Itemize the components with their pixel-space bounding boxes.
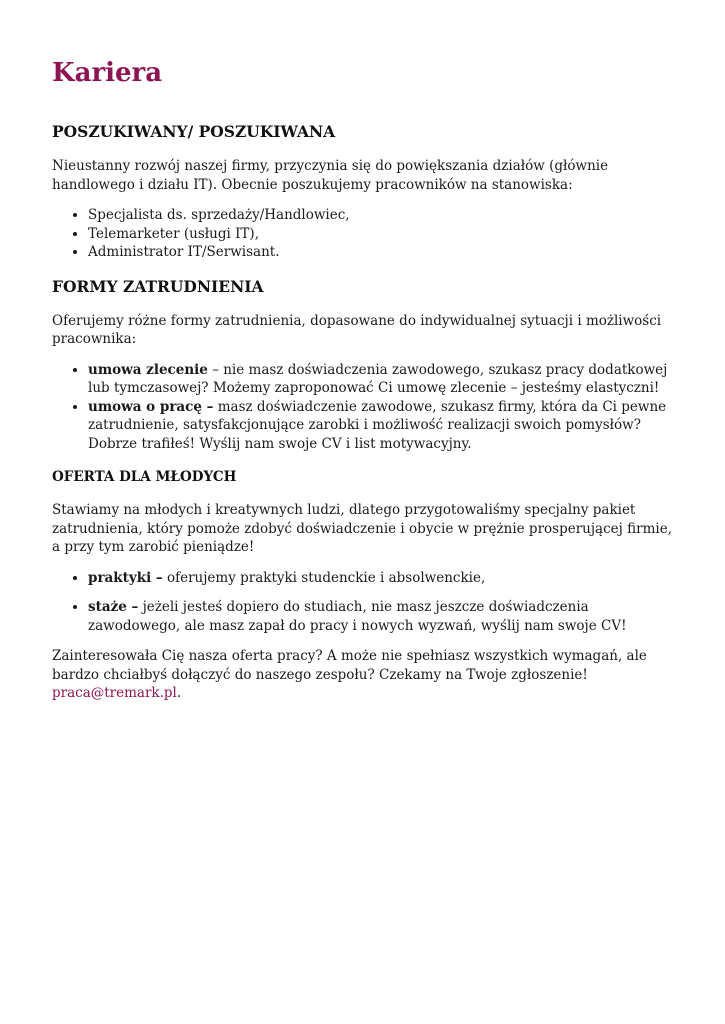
section-heading-forms: FORMY ZATRUDNIENIA <box>52 276 264 296</box>
list-item: • Specjalista ds. sprzedaży/Handlowiec, <box>88 206 672 225</box>
young-offer-list <box>52 569 672 636</box>
email-link[interactable]: praca@tremark.pl <box>52 685 177 701</box>
list-item-term: staże – <box>88 599 139 615</box>
hiring-intro-paragraph: Nieustanny rozwój naszej firmy, przyczynia się do powiększania działów (głównie handlowego i działu IT). Obecnie poszukujemy pracowników na stanowiska: <box>52 158 609 193</box>
list-item <box>88 569 672 588</box>
document-body <box>52 121 672 703</box>
closing-suffix: . <box>176 685 182 701</box>
list-item <box>88 361 672 398</box>
list-item-text: masz doświadczenie zawodowe, szukasz firmy, która da Ci pewne zatrudnienie, satysfakcjonujące zarobki i możliwość realizacji swoich pomysłów? Dobrze trafiłeś! Wyślij nam swoje CV i list motywacyjny. <box>88 398 667 452</box>
forms-intro-paragraph: Oferujemy różne formy zatrudnienia, dopasowane do indywidualnej sytuacji i możliwości pracownika: <box>52 312 662 347</box>
list-item-term: praktyki – <box>88 569 163 586</box>
list-item <box>88 398 672 454</box>
list-item: • Telemarketer (usługi IT), <box>88 225 672 244</box>
list-item-text: – nie masz doświadczenia zawodowego, szukasz pracy dodatkowej lub tymczasowej? Możemy zaproponować Ci umowę zlecenie – jesteśmy elastyczni! <box>88 361 668 396</box>
employment-forms-list <box>52 361 672 454</box>
positions-list <box>52 206 672 262</box>
closing-text: Zainteresowała Cię nasza oferta pracy? A może nie spełniasz wszystkich wymagań, ale bardzo chciałbyś dołączyć do naszego zespołu? Czekamy na Twoje zgłoszenie! <box>52 648 647 683</box>
list-item-term: umowa o pracę – <box>88 398 214 415</box>
list-item: • Administrator IT/Serwisant. <box>88 243 672 262</box>
list-item-text: oferujemy praktyki studenckie i absolwenckie, <box>162 569 486 586</box>
page-title: Kariera <box>52 58 163 88</box>
list-item <box>88 598 672 635</box>
section-heading-hiring: POSZUKIWANY/ POSZUKIWANA <box>52 122 336 141</box>
section-heading-young: OFERTA DLA MŁODYCH <box>52 469 237 485</box>
closing-paragraph <box>52 647 672 703</box>
list-item-term: umowa zlecenie <box>88 361 208 378</box>
young-intro-paragraph: Stawiamy na młodych i kreatywnych ludzi, dlatego przygotowaliśmy specjalny pakiet zatrudnienia, który pomoże zdobyć doświadczenie i obycie w prężnie prosperującej firmie, a przy tym zarobić pieniądze! <box>52 502 672 555</box>
list-item-text: jeżeli jesteś dopiero do studiach, nie masz jeszcze doświadczenia zawodowego, ale masz zapał do pracy i nowych wyzwań, wyślij nam swoje CV! <box>88 599 627 634</box>
